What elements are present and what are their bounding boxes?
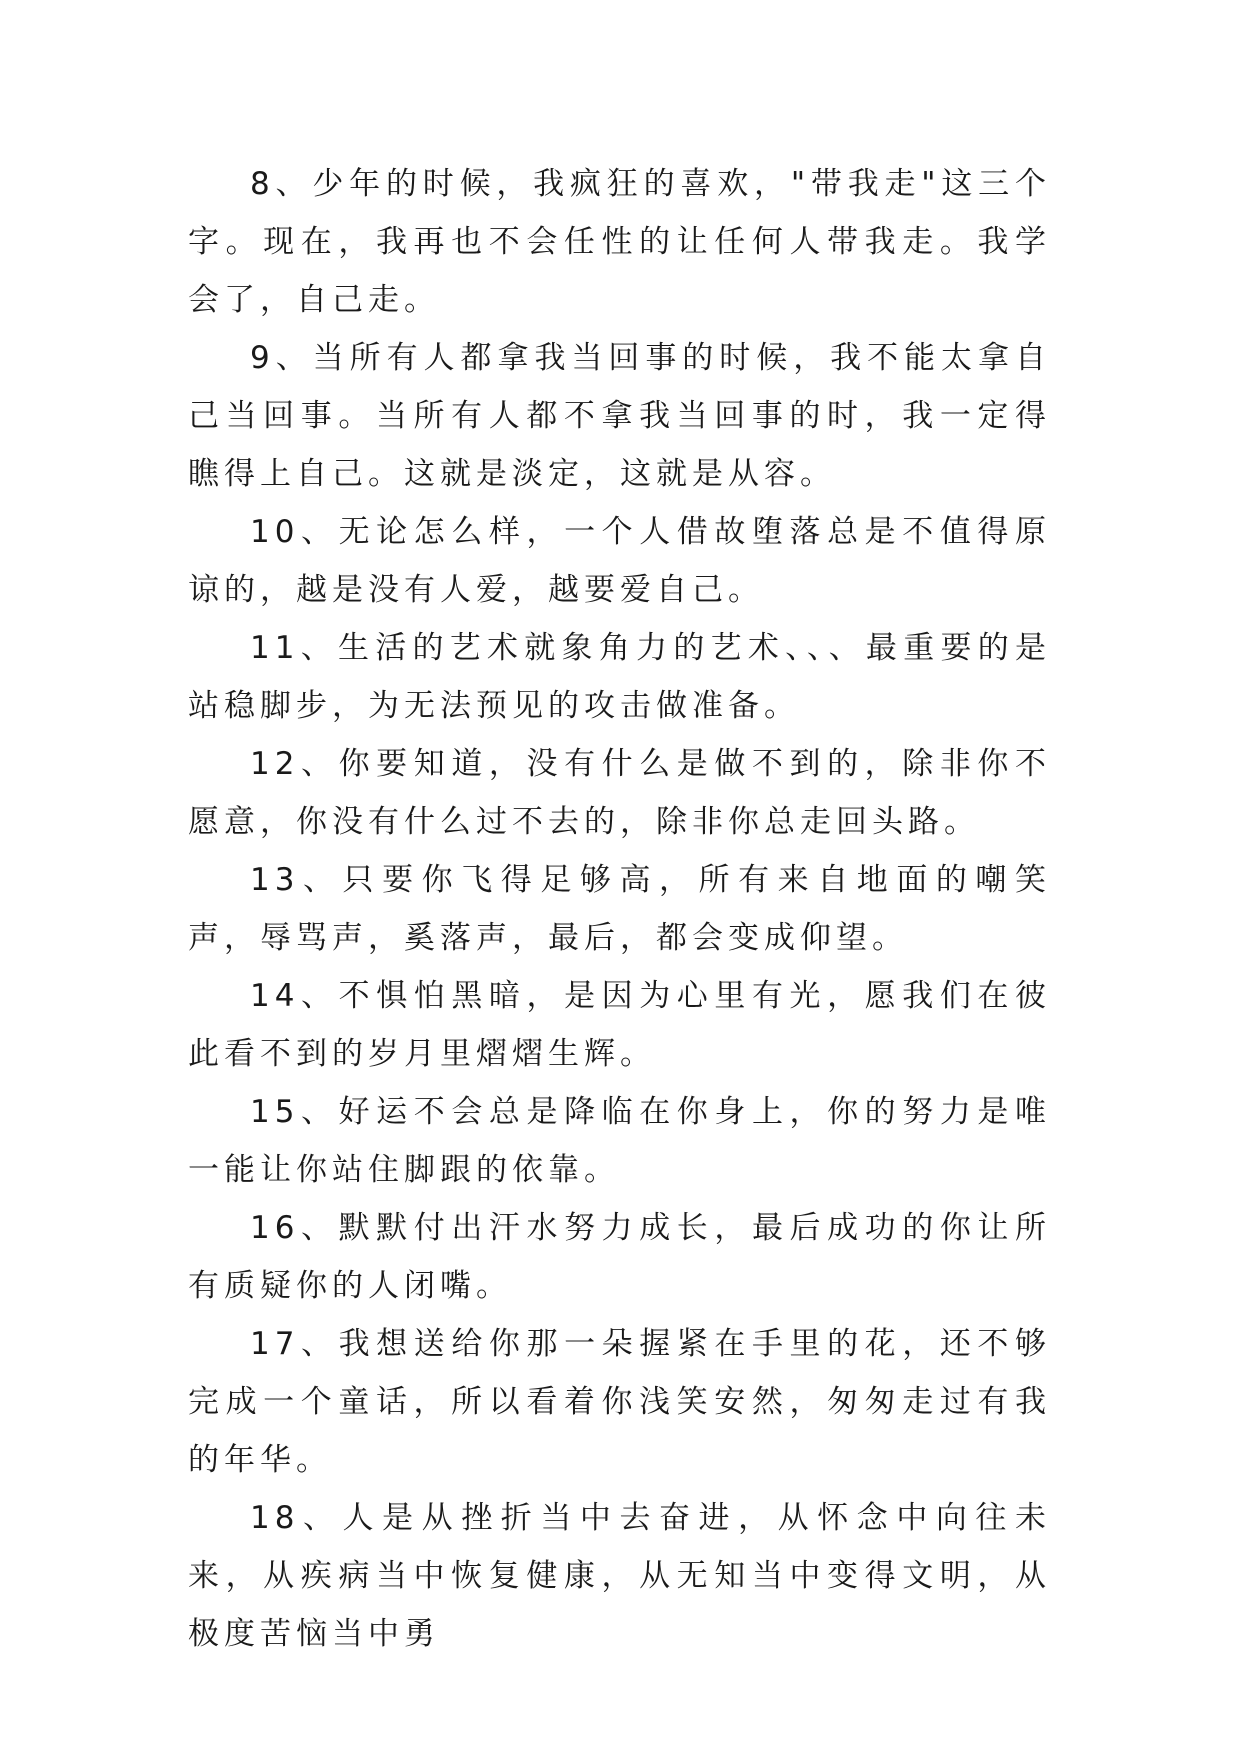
paragraph-17: 17、我想送给你那一朵握紧在手里的花，还不够完成一个童话，所以看着你浅笑安然，匆匆走过有我的年华。	[188, 1326, 1051, 1478]
paragraph-18: 18、人是从挫折当中去奋进，从怀念中向往未来，从疾病当中恢复健康，从无知当中变得文明，从极度苦恼当中勇	[188, 1500, 1051, 1652]
document-body	[188, 155, 1051, 1663]
paragraph-14: 14、不惧怕黑暗，是因为心里有光，愿我们在彼此看不到的岁月里熠熠生辉。	[188, 978, 1051, 1072]
paragraph-16: 16、默默付出汗水努力成长，最后成功的你让所有质疑你的人闭嘴。	[188, 1210, 1051, 1304]
paragraph-9: 9、当所有人都拿我当回事的时候，我不能太拿自己当回事。当所有人都不拿我当回事的时，我一定得瞧得上自己。这就是淡定，这就是从容。	[188, 340, 1051, 492]
paragraph-10: 10、无论怎么样，一个人借故堕落总是不值得原谅的，越是没有人爱，越要爱自己。	[188, 514, 1051, 608]
paragraph-12: 12、你要知道，没有什么是做不到的，除非你不愿意，你没有什么过不去的，除非你总走回头路。	[188, 746, 1051, 840]
paragraph-15: 15、好运不会总是降临在你身上，你的努力是唯一能让你站住脚跟的依靠。	[188, 1094, 1051, 1188]
paragraph-8: 8、少年的时候，我疯狂的喜欢，"带我走"这三个字。现在，我再也不会任性的让任何人带我走。我学会了，自己走。	[188, 166, 1051, 318]
paragraph-11: 11、生活的艺术就象角力的艺术、、、最重要的是站稳脚步，为无法预见的攻击做准备。	[188, 630, 1051, 724]
paragraph-13: 13、只要你飞得足够高，所有来自地面的嘲笑声，辱骂声，奚落声，最后，都会变成仰望。	[188, 862, 1051, 956]
